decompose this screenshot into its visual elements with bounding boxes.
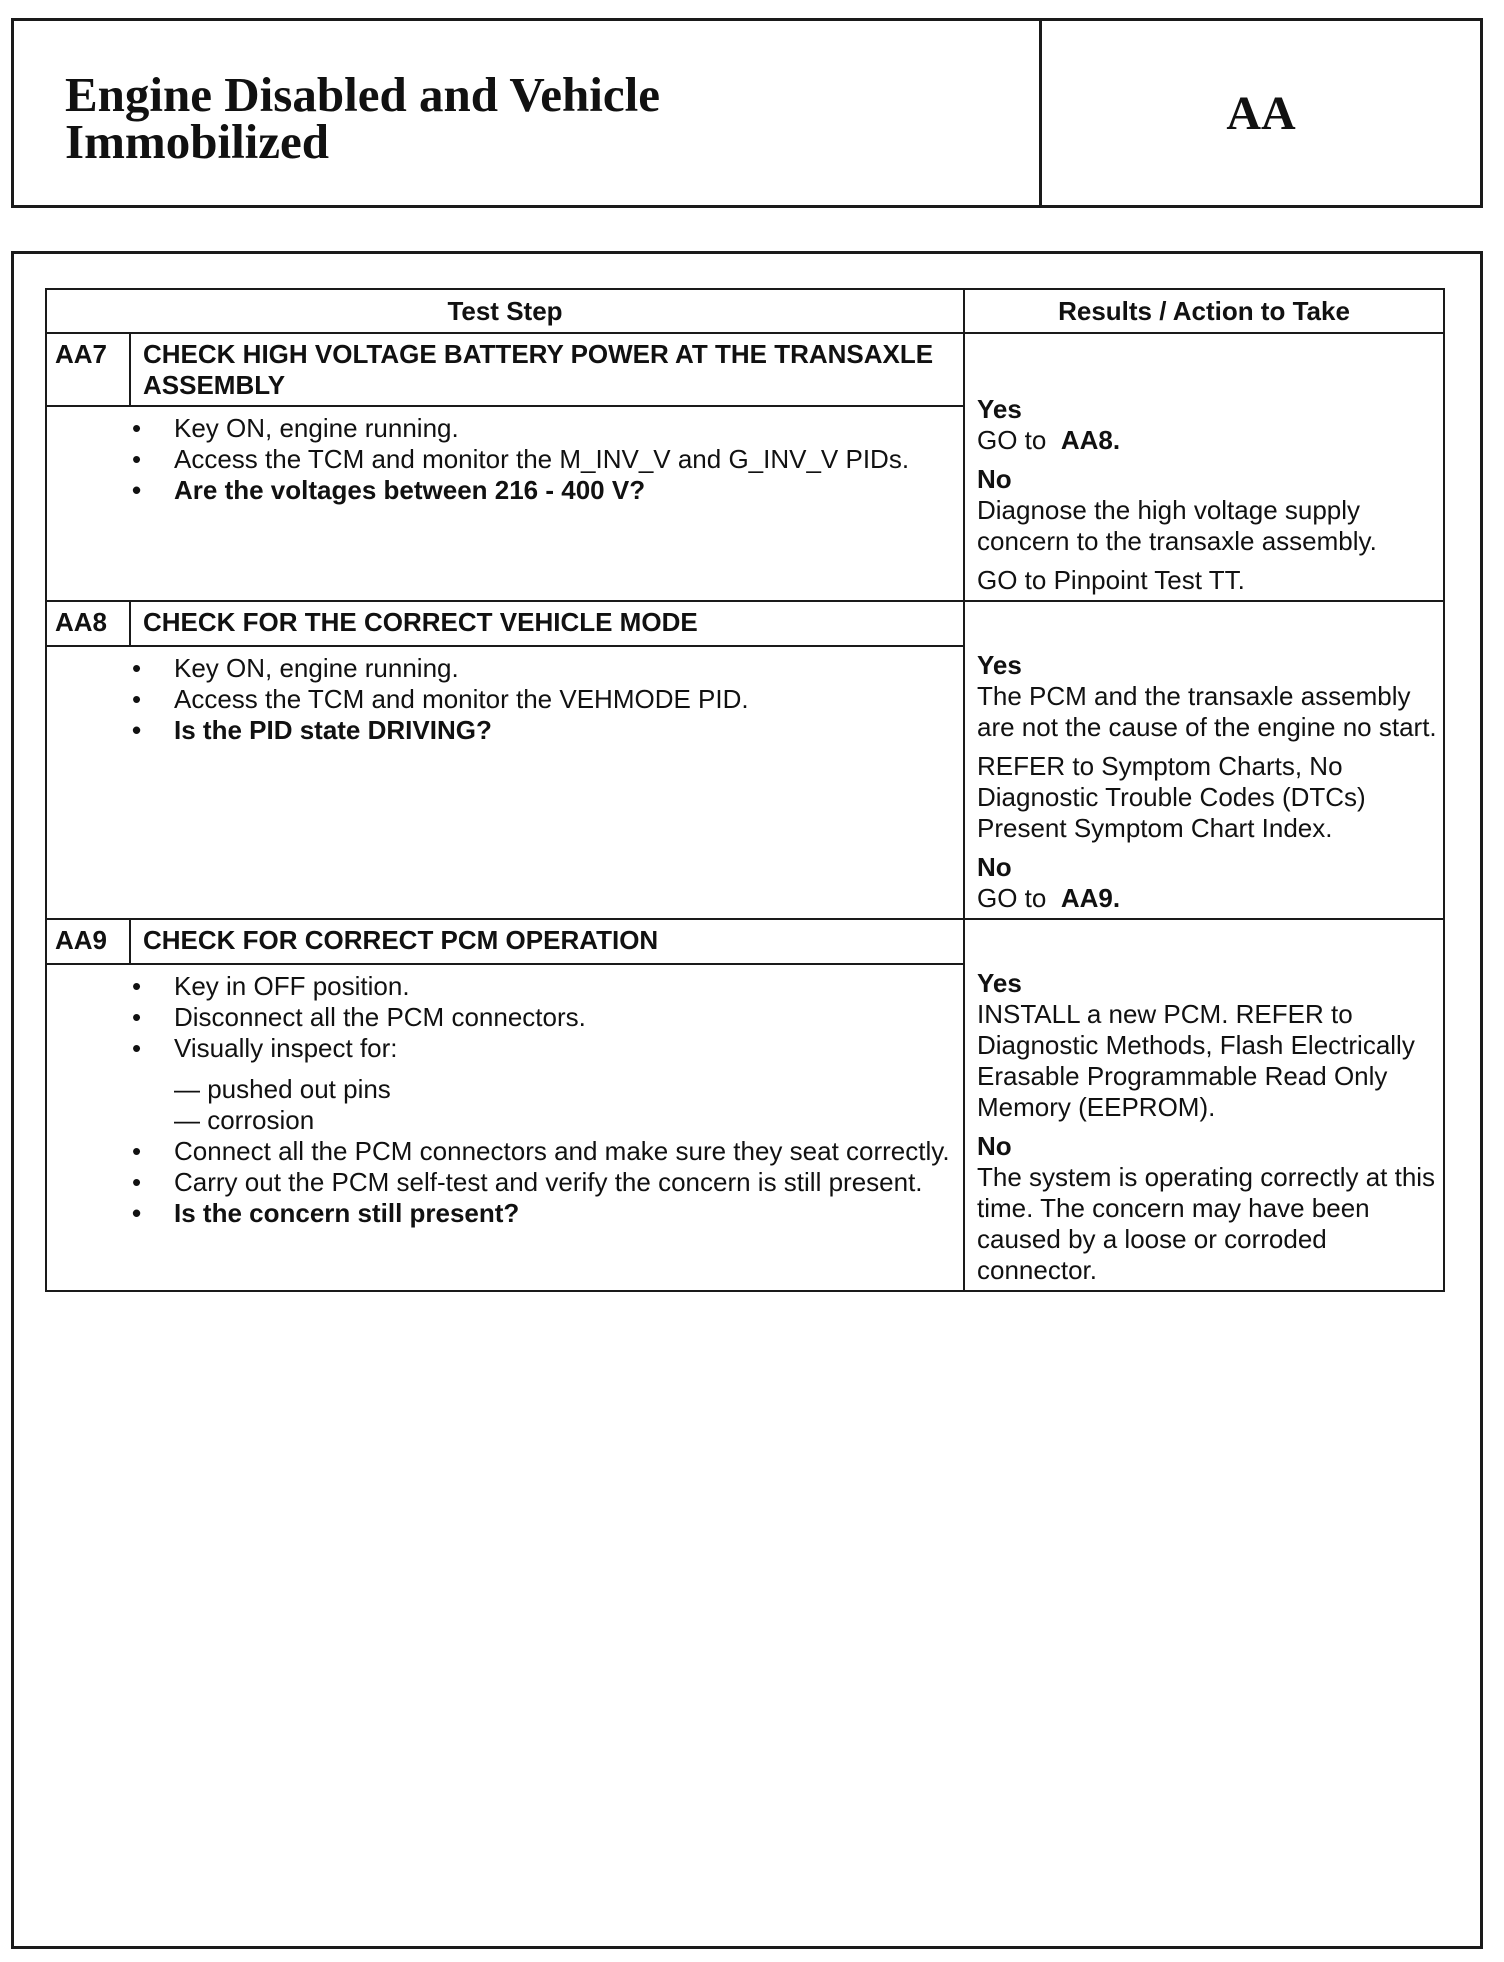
no-action: Diagnose the high voltage supply concern to the transaxle assembly. [977,495,1377,556]
table-header-row [46,289,1444,333]
instruction-question: • Are the voltages between 216 - 400 V? [132,475,951,506]
instruction-item: • Access the TCM and monitor the VEHMODE PID. [132,684,951,715]
yes-action-refer: REFER to Symptom Charts, No Diagnostic Trouble Codes (DTCs) Present Symptom Chart Index. [977,751,1366,843]
no-action-goto: GO to Pinpoint Test TT. [977,565,1245,595]
step-title-row [46,333,1444,406]
instruction-question: • Is the concern still present? [132,1198,951,1229]
yes-action: The PCM and the transaxle assembly are not the cause of the engine no start. [977,681,1437,742]
header-box [11,18,1483,208]
yes-label: Yes [977,650,1022,680]
yes-label: Yes [977,394,1022,424]
instruction-cell [46,964,964,1291]
instruction-cell [46,406,964,601]
yes-label: Yes [977,968,1022,998]
no-label: No [977,852,1012,882]
step-id: AA8 [46,601,130,646]
instruction-item: • Disconnect all the PCM connectors. [132,1002,951,1033]
results-cell [964,333,1444,601]
col-header-results: Results / Action to Take [964,289,1444,333]
no-action: The system is operating correctly at this time. The concern may have been caused by a loose or corroded connector. [977,1162,1436,1285]
sub-item: — corrosion [174,1105,315,1135]
instruction-item: • Key ON, engine running. [132,653,951,684]
yes-action: INSTALL a new PCM. REFER to Diagnostic Methods, Flash Electrically Erasable Programmable Read Only Memory (EEPROM). [977,999,1415,1122]
instruction-item: • Connect all the PCM connectors and make sure they seat correctly. [132,1136,951,1167]
step-title-row [46,919,1444,964]
instruction-item: • Visually inspect for: [132,1033,951,1064]
results-cell [964,601,1444,919]
no-action: GO to AA9. [977,883,1121,913]
step-id: AA9 [46,919,130,964]
instruction-item: • Key ON, engine running. [132,413,951,444]
instruction-question: • Is the PID state DRIVING? [132,715,951,746]
test-step-table [45,288,1445,1292]
step-id: AA7 [46,333,130,406]
instruction-cell [46,646,964,919]
no-label: No [977,464,1012,494]
instruction-item: • Carry out the PCM self-test and verify the concern is still present. [132,1167,951,1198]
instruction-list [132,1136,951,1229]
instruction-list [132,413,951,506]
step-title: CHECK FOR CORRECT PCM OPERATION [130,919,964,964]
step-title: CHECK FOR THE CORRECT VEHICLE MODE [130,601,964,646]
step-title: CHECK HIGH VOLTAGE BATTERY POWER AT THE TRANSAXLE ASSEMBLY [130,333,964,406]
col-header-test-step: Test Step [46,289,964,333]
instruction-list [132,653,951,746]
instruction-list [132,971,951,1064]
instruction-item: • Key in OFF position. [132,971,951,1002]
no-label: No [977,1131,1012,1161]
sub-list [132,1074,951,1136]
yes-action: GO to AA8. [977,425,1121,455]
page-title: Engine Disabled and Vehicle Immobilized [65,67,660,169]
step-title-row [46,601,1444,646]
section-code: AA [1226,86,1296,140]
results-cell [964,919,1444,1291]
instruction-item: • Access the TCM and monitor the M_INV_V and G_INV_V PIDs. [132,444,951,475]
sub-item: — pushed out pins [174,1074,391,1104]
